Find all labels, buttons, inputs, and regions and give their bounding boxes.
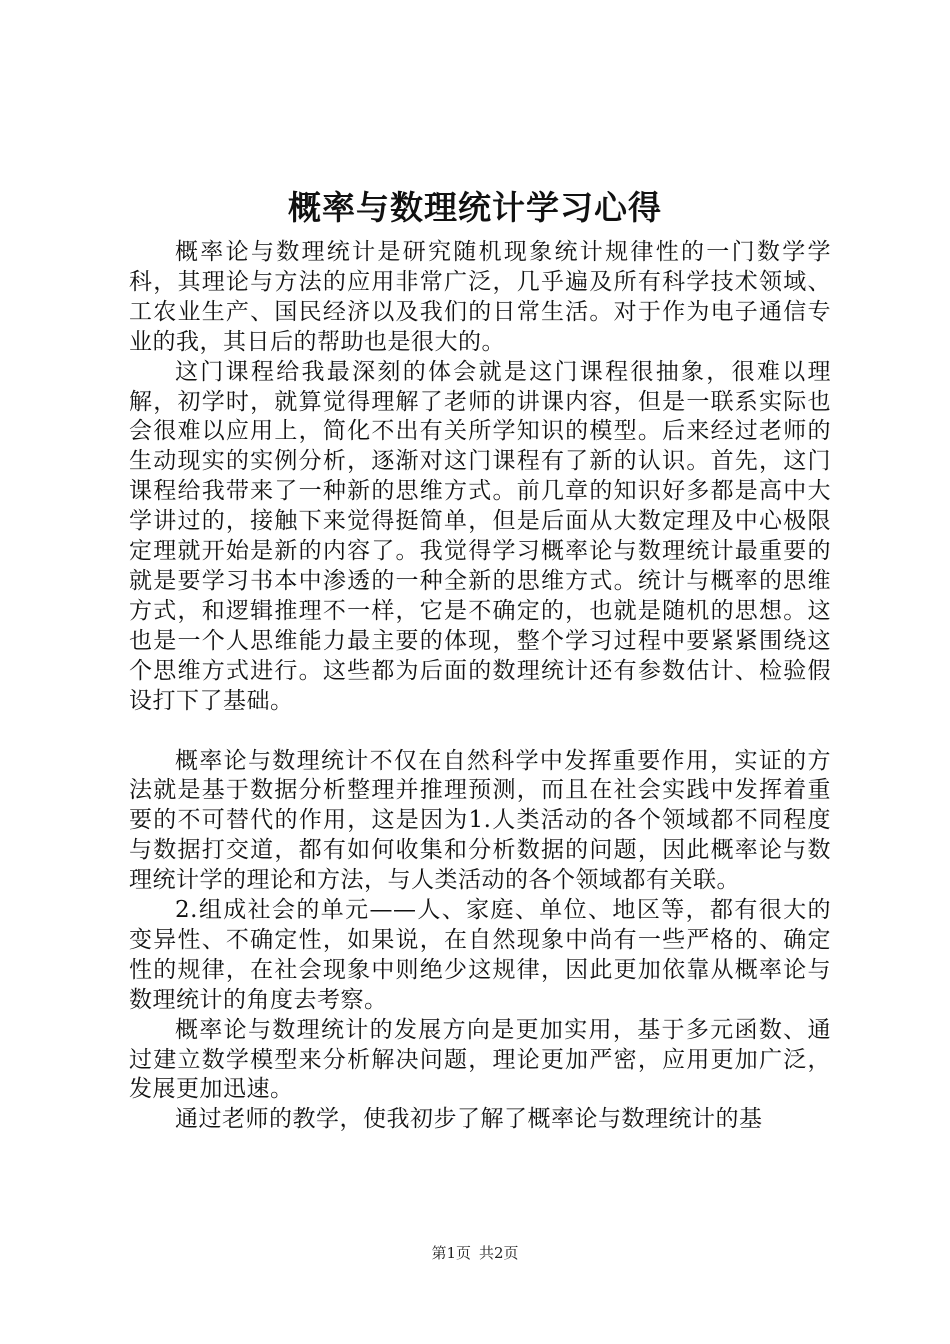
- paragraph-4: 2.组成社会的单元——人、家庭、单位、地区等，都有很大的变异性、不确定性，如果说，在自然现象中尚有一些严格的、确定性的规律，在社会现象中则绝少这规律，因此更加依靠从概率论与数理统计的角度去考察。: [129, 897, 831, 1013]
- document-title: 概率与数理统计学习心得: [288, 188, 662, 227]
- paragraph-6: 通过老师的教学，使我初步了解了概率论与数理统计的基: [175, 1106, 763, 1133]
- paragraph-3: 概率论与数理统计不仅在自然科学中发挥重要作用，实证的方法就是基于数据分析整理并推理预测，而且在社会实践中发挥着重要的不可替代的作用，这是因为1.人类活动的各个领域都不同程度与数据打交道，都有如何收集和分析数据的问题，因此概率论与数理统计学的理论和方法，与人类活动的各个领域都有关联。: [129, 747, 831, 894]
- document-body: [129, 238, 831, 1135]
- paragraph-1: 概率论与数理统计是研究随机现象统计规律性的一门数学学科，其理论与方法的应用非常广泛，几乎遍及所有科学技术领域、工农业生产、国民经济以及我们的日常生活。对于作为电子通信专业的我，其日后的帮助也是很大的。: [129, 239, 831, 355]
- paragraph-2: 这门课程给我最深刻的体会就是这门课程很抽象，很难以理解，初学时，就算觉得理解了老师的讲课内容，但是一联系实际也会很难以应用上，简化不出有关所学知识的模型。后来经过老师的生动现实的实例分析，逐渐对这门课程有了新的认识。首先，这门课程给我带来了一种新的思维方式。前几章的知识好多都是高中大学讲过的，接触下来觉得挺简单，但是后面从大数定理及中心极限定理就开始是新的内容了。我觉得学习概率论与数理统计最重要的就是要学习书本中渗透的一种全新的思维方式。统计与概率的思维方式，和逻辑推理不一样，它是不确定的，也就是随机的思想。这也是一个人思维能力最主要的体现，整个学习过程中要紧紧围绕这个思维方式进行。这些都为后面的数理统计还有参数估计、检验假设打下了基础。: [129, 358, 831, 714]
- page-total: 共2页: [479, 1244, 519, 1262]
- paragraph-5: 概率论与数理统计的发展方向是更加实用，基于多元函数、通过建立数学模型来分析解决问题，理论更加严密，应用更加广泛，发展更加迅速。: [129, 1016, 831, 1103]
- page-footer: [0, 1243, 950, 1263]
- page-number: 第1页: [431, 1244, 471, 1262]
